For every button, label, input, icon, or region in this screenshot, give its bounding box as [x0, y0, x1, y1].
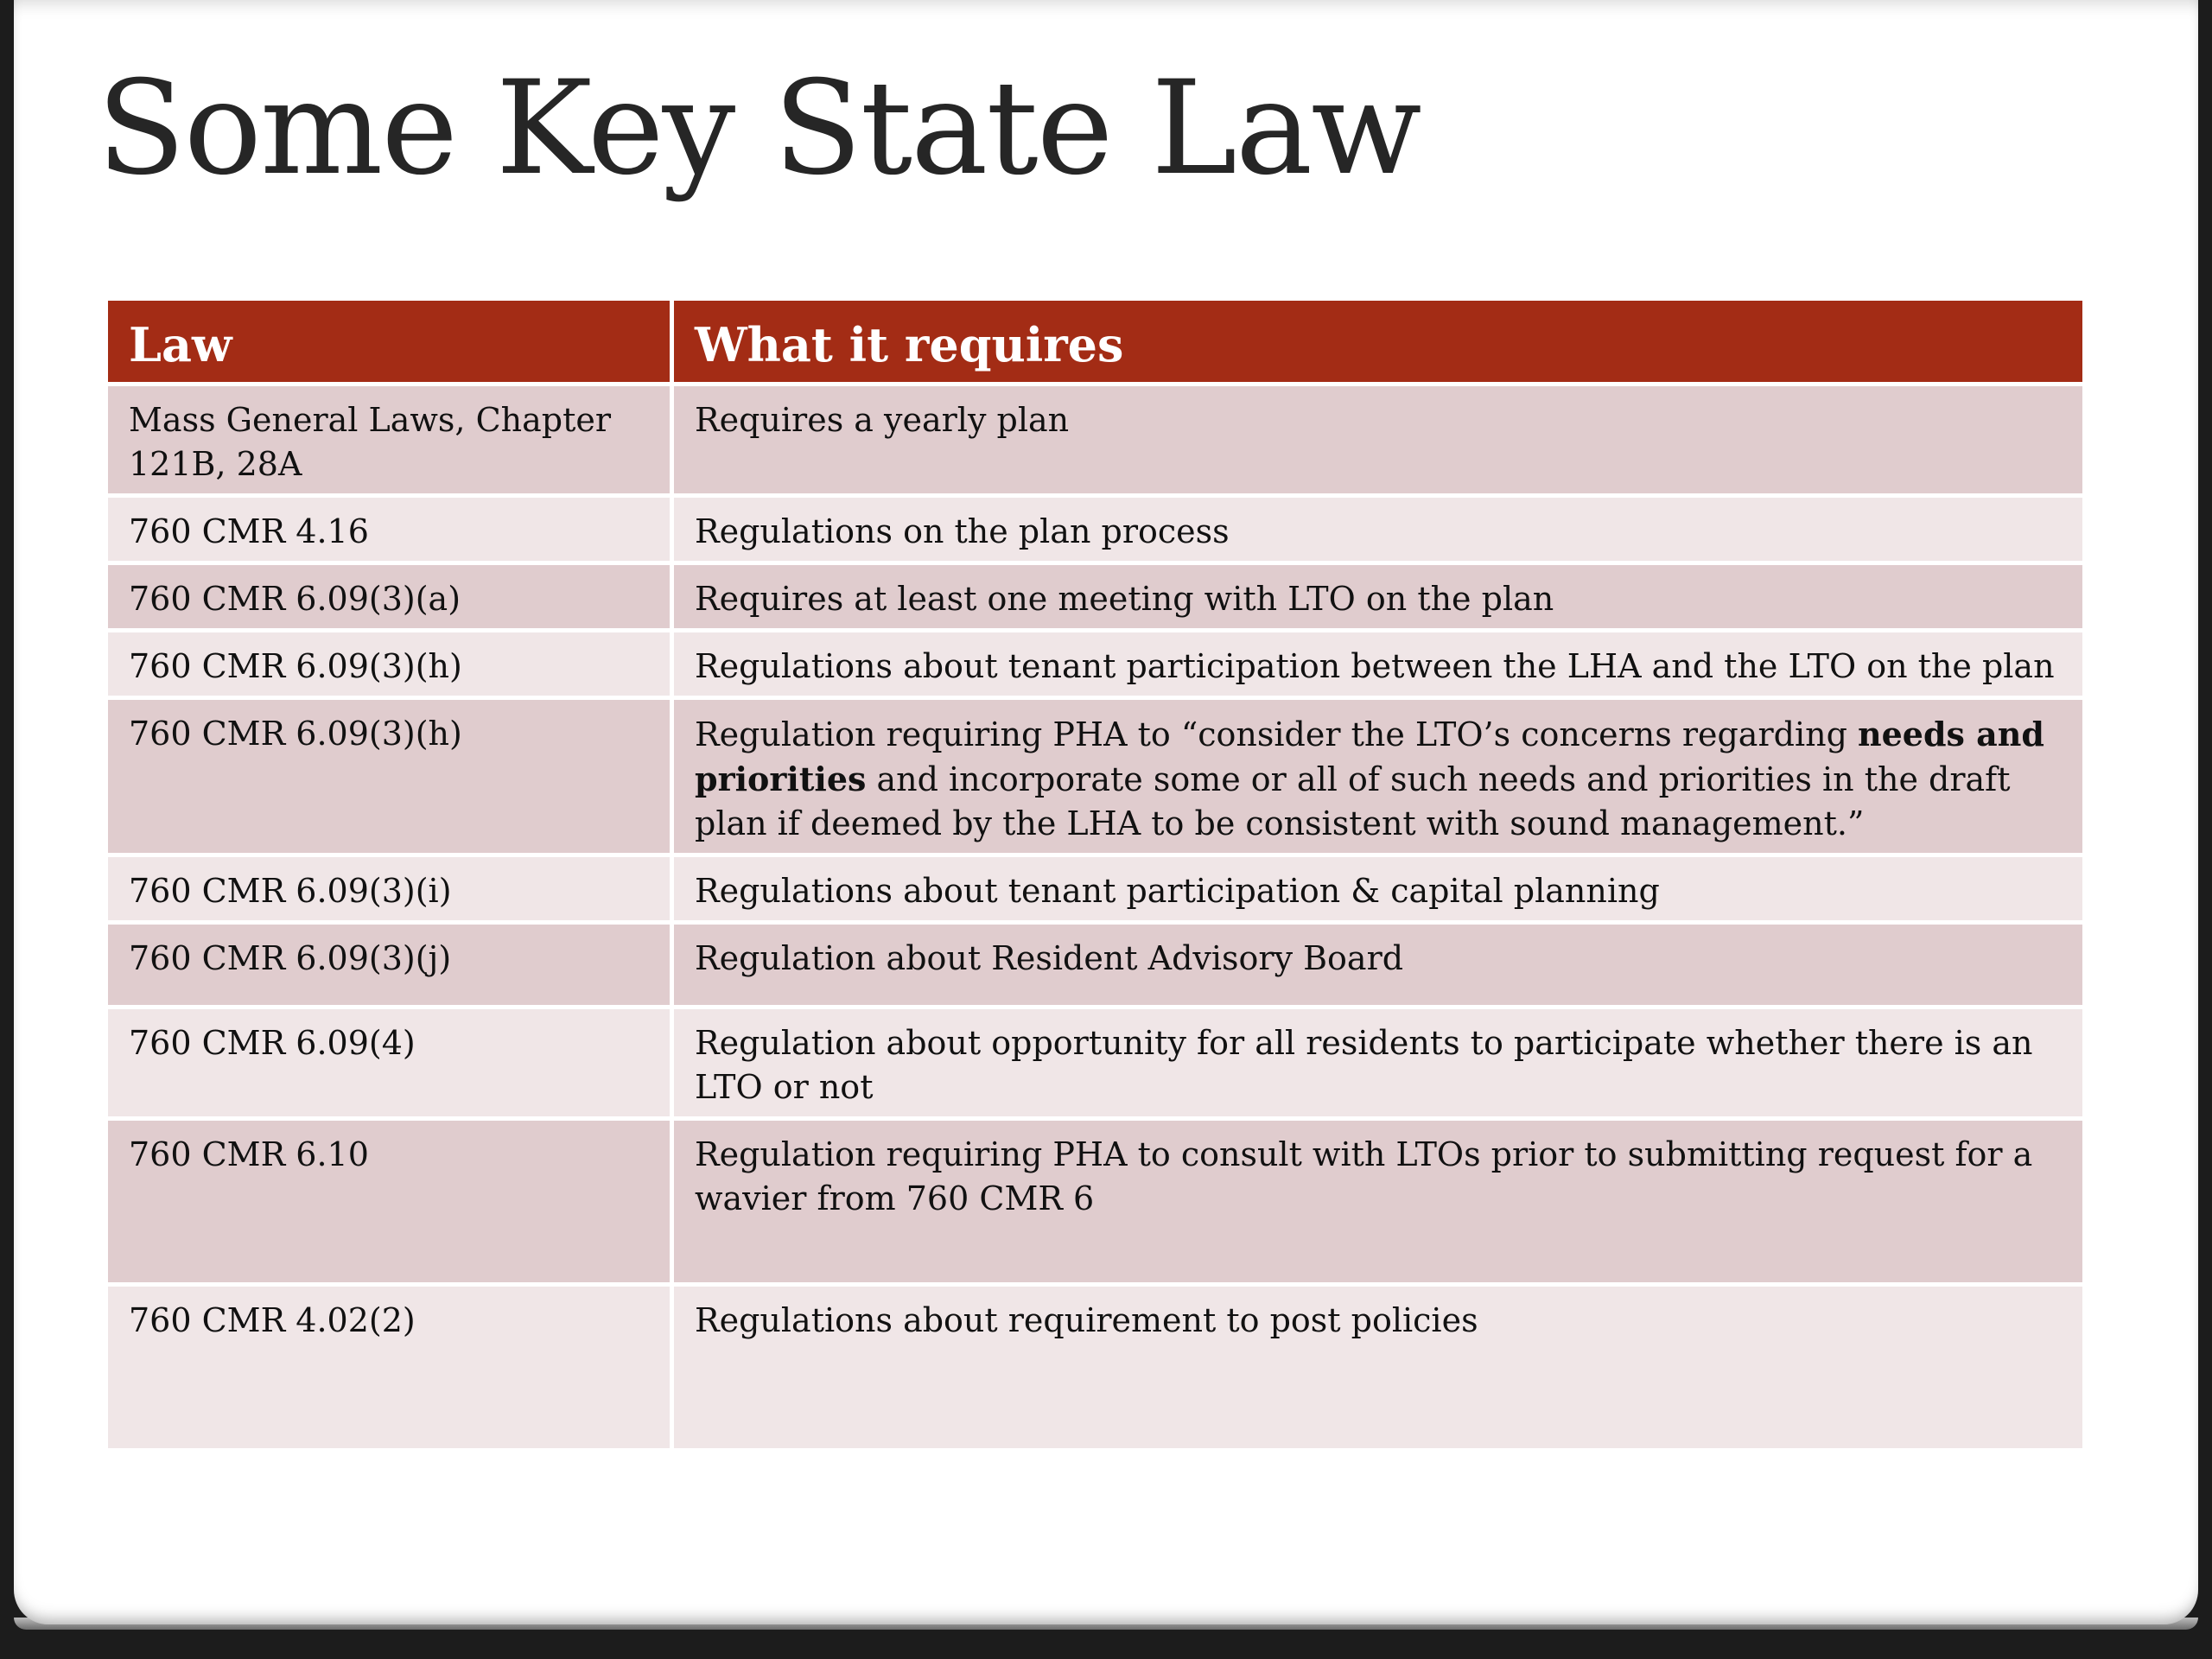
table-row [108, 1009, 2082, 1116]
table-row [108, 386, 2082, 493]
slide-title: Some Key State Law [97, 54, 1421, 204]
slide [14, 0, 2198, 1624]
requirement-text: and incorporate some or all of such needs and priorities in the draft plan if deemed by the LHA to be consistent with sound management.” [695, 760, 2011, 842]
header-what-it-requires: What it requires [674, 301, 2082, 382]
requirement-cell: Regulation about Resident Advisory Board [674, 925, 2082, 1005]
requirement-emphasis: needs and priorities [695, 715, 2044, 798]
requirement-cell: Regulations about tenant participation & capital planning [674, 857, 2082, 920]
law-cell: 760 CMR 4.02(2) [108, 1287, 670, 1448]
table-row [108, 632, 2082, 696]
law-cell: 760 CMR 6.09(3)(h) [108, 632, 670, 696]
requirement-cell: Regulation requiring PHA to consult with LTOs prior to submitting request for a wavier from 760 CMR 6 [674, 1121, 2082, 1282]
requirement-cell: Regulations on the plan process [674, 498, 2082, 561]
law-cell: 760 CMR 6.09(3)(i) [108, 857, 670, 920]
law-cell: 760 CMR 6.09(4) [108, 1009, 670, 1116]
table-row [108, 498, 2082, 561]
state-law-table [104, 296, 2087, 1452]
table-row [108, 857, 2082, 920]
header-law: Law [108, 301, 670, 382]
table-row [108, 565, 2082, 628]
requirement-cell: Regulation about opportunity for all residents to participate whether there is an LTO or not [674, 1009, 2082, 1116]
table-header-row [108, 301, 2082, 382]
law-cell: 760 CMR 6.09(3)(a) [108, 565, 670, 628]
requirement-cell: Requires at least one meeting with LTO on the plan [674, 565, 2082, 628]
requirement-cell [674, 700, 2082, 853]
requirement-text: Regulation requiring PHA to “consider the LTO’s concerns regarding [695, 715, 1858, 753]
table-row [108, 925, 2082, 1005]
requirement-cell: Regulations about tenant participation between the LHA and the LTO on the plan [674, 632, 2082, 696]
law-cell: 760 CMR 6.09(3)(j) [108, 925, 670, 1005]
table-row [108, 1121, 2082, 1282]
law-cell: 760 CMR 6.10 [108, 1121, 670, 1282]
law-cell: 760 CMR 6.09(3)(h) [108, 700, 670, 853]
law-cell: Mass General Laws, Chapter 121B, 28A [108, 386, 670, 493]
requirement-cell: Requires a yearly plan [674, 386, 2082, 493]
law-cell: 760 CMR 4.16 [108, 498, 670, 561]
requirement-cell: Regulations about requirement to post policies [674, 1287, 2082, 1448]
table-row [108, 700, 2082, 853]
table-row [108, 1287, 2082, 1448]
